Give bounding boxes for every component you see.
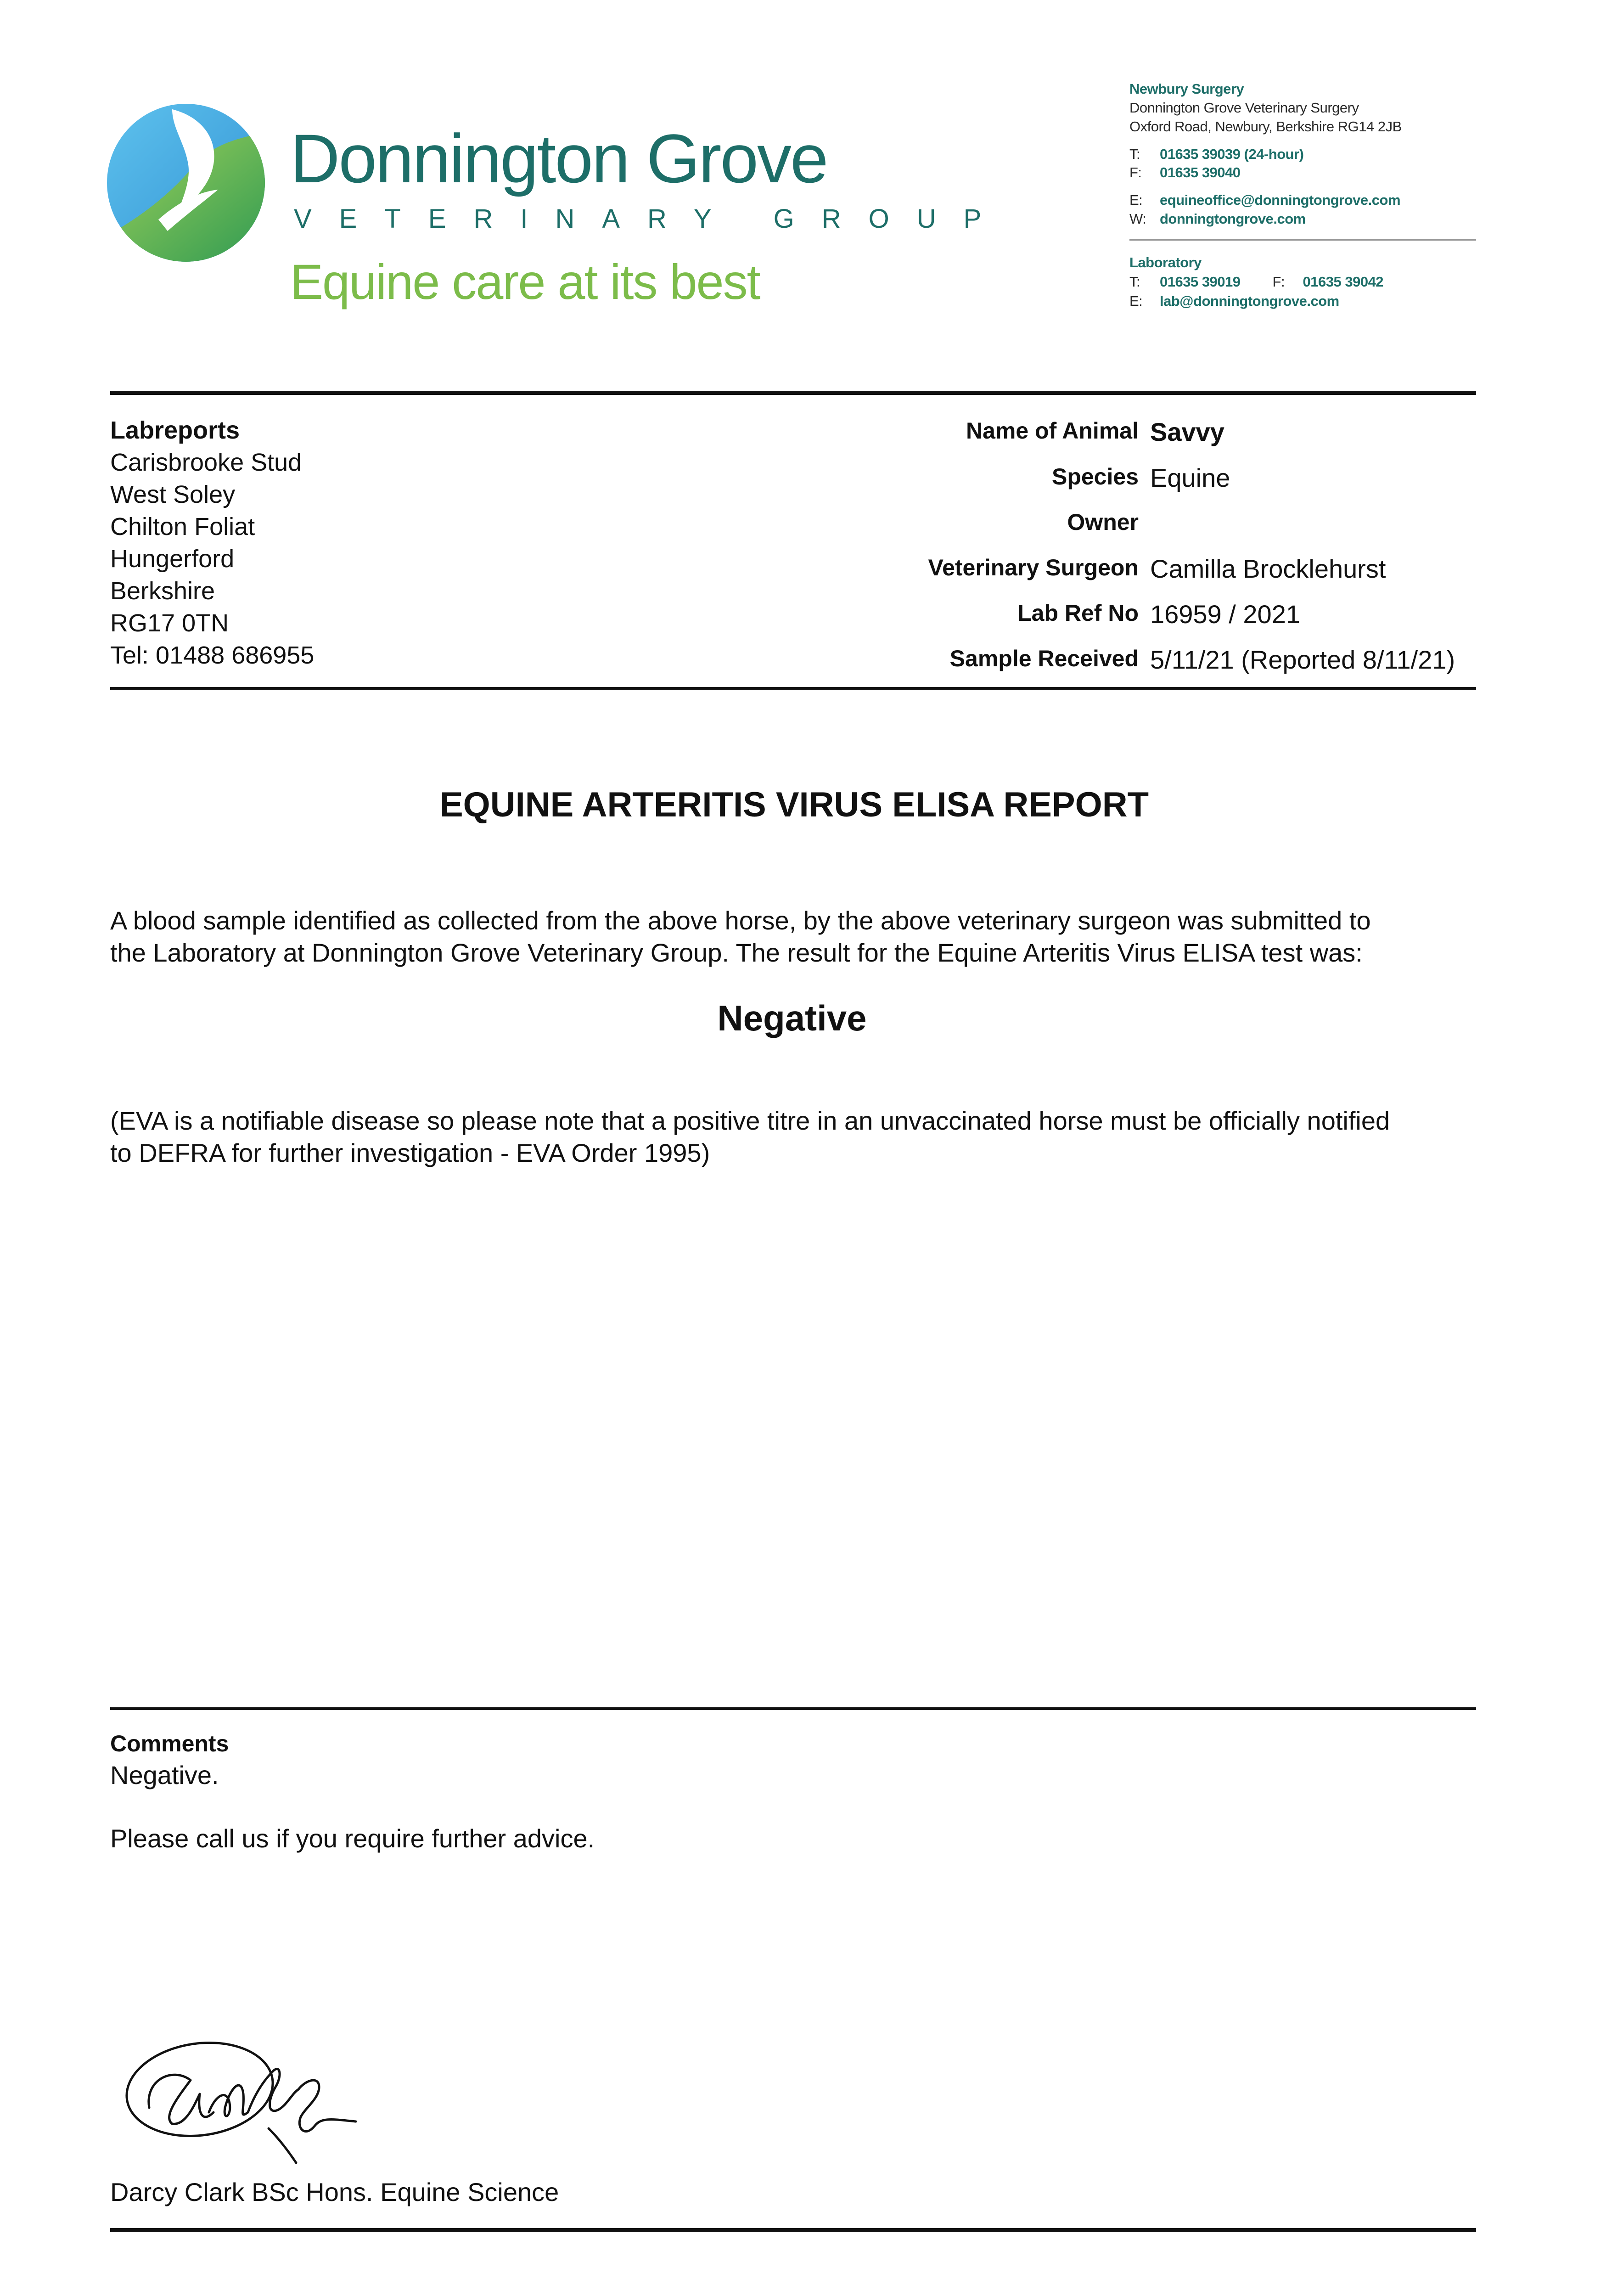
donnington-grove-logo-icon [103,100,269,265]
laboratory-telephone-key: T: [1129,274,1140,290]
recipient-address-line: West Soley [110,481,236,508]
recipient-address-line: Hungerford [110,545,235,573]
laboratory-email-link[interactable]: lab@donningtongrove.com [1160,293,1339,309]
report-intro [110,905,1488,969]
laboratory-telephone-value: 01635 39019 [1160,274,1241,290]
veterinary-surgeon-label: Veterinary Surgeon [928,555,1139,580]
surgery-fax [1129,165,1241,180]
header-rule [110,391,1476,395]
lab-ref-value: 16959 / 2021 [1150,600,1300,629]
contact-divider [1129,239,1476,241]
recipient-postcode: RG17 0TN [110,609,229,637]
surgery-email-key: E: [1129,192,1143,208]
recipient-address-line: Berkshire [110,577,215,605]
surgery-website [1129,212,1306,226]
recipient-address-line: Carisbrooke Stud [110,449,302,476]
recipient-address-line: Chilton Foliat [110,513,255,540]
laboratory-heading: Laboratory [1129,254,1202,270]
surgery-telephone-value: 01635 39039 (24-hour) [1160,146,1304,162]
laboratory-fax-value: 01635 39042 [1303,274,1384,290]
report-intro-line: A blood sample identified as collected from the above horse, by the above veterinary surgeon was submitted to [110,906,1371,935]
eva-notice-line: to DEFRA for further investigation - EVA Order 1995) [110,1138,710,1167]
brand-name: Donnington Grove [290,120,827,197]
brand-subtitle: VETERINARY GROUP [294,204,1009,234]
surgery-address-line2: Oxford Road, Newbury, Berkshire RG14 2JB [1129,118,1402,135]
surgery-email-link[interactable]: equineoffice@donningtongrove.com [1160,192,1401,208]
laboratory-fax-key: F: [1272,274,1285,290]
signatory-name: Darcy Clark BSc Hons. Equine Science [110,2178,559,2206]
species-value: Equine [1150,463,1230,492]
report-intro-line: the Laboratory at Donnington Grove Veterinary Group. The result for the Equine Arteritis Virus ELISA test was: [110,938,1363,967]
sample-received-value: 5/11/21 (Reported 8/11/21) [1150,645,1455,674]
surgery-fax-key: F: [1129,164,1142,180]
eva-notice [110,1105,1488,1169]
comments-text: Negative. [110,1761,219,1790]
recipient-telephone: Tel: 01488 686955 [110,642,314,669]
handwritten-signature [117,2025,374,2177]
species-label: Species [1051,464,1139,490]
surgery-fax-value: 01635 39040 [1160,164,1241,180]
comments-heading: Comments [110,1731,229,1756]
surgery-telephone-key: T: [1129,146,1140,162]
veterinary-surgeon-value: Camilla Brocklehurst [1150,554,1386,583]
surgery-telephone [1129,147,1303,161]
footer-rule [110,2228,1476,2232]
sample-received-label: Sample Received [949,646,1139,671]
owner-label: Owner [1067,509,1139,535]
details-rule [110,687,1476,690]
brand-tagline: Equine care at its best [290,254,760,310]
animal-name-value: Savvy [1150,417,1224,446]
eva-notice-line: (EVA is a notifiable disease so please note that a positive titre in an unvaccinated horse must be officially notified [110,1106,1390,1135]
laboratory-email [1129,294,1339,308]
surgery-heading: Newbury Surgery [1129,81,1244,97]
surgery-website-link[interactable]: donningtongrove.com [1160,211,1306,227]
recipient-name: Labreports [110,416,240,444]
test-result: Negative [717,998,867,1038]
laboratory-phone-fax [1129,275,1383,289]
animal-name-label: Name of Animal [966,418,1139,444]
report-title: EQUINE ARTERITIS VIRUS ELISA REPORT [439,785,1149,824]
surgery-address-line1: Donnington Grove Veterinary Surgery [1129,100,1359,116]
comments-rule [110,1707,1476,1710]
surgery-email [1129,193,1400,207]
surgery-website-key: W: [1129,211,1146,227]
laboratory-email-key: E: [1129,293,1143,309]
lab-ref-label: Lab Ref No [1017,600,1139,626]
advice-text: Please call us if you require further advice. [110,1824,595,1853]
